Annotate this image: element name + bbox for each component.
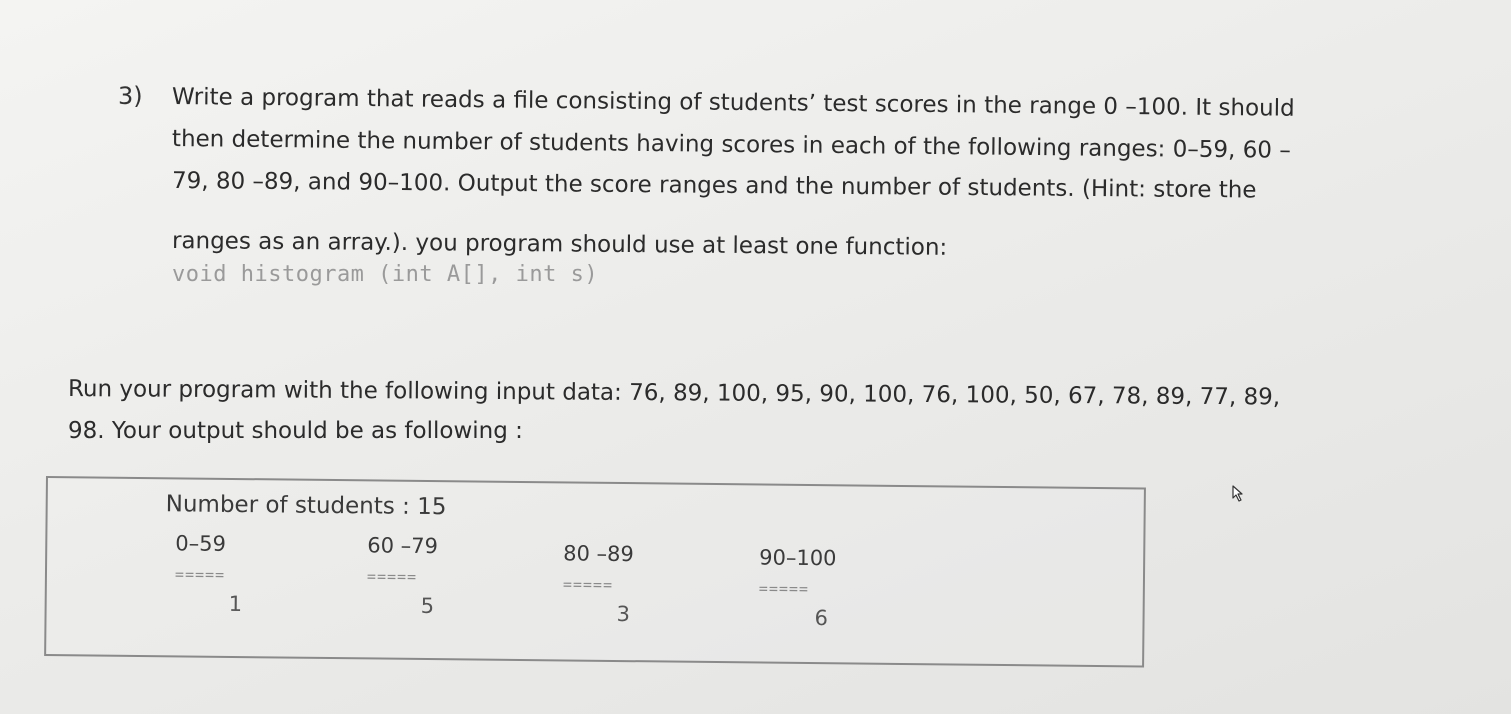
expected-output-box: [44, 476, 1146, 668]
separator: =====: [562, 575, 614, 594]
run-instructions-line-1: Run your program with the following input data: 76, 89, 100, 95, 90, 100, 76, 100, 50, 67, 78, 89, 77, 89,: [67, 376, 1281, 411]
question-line-3: 79, 80 –89, and 90–100. Output the score ranges and the number of students. (Hint: store the: [171, 168, 1257, 204]
run-instructions-line-2: 98. Your output should be as following :: [68, 418, 523, 444]
separator: =====: [174, 565, 226, 584]
range-label: 90–100: [759, 545, 837, 571]
student-count-label: Number of students : 15: [165, 491, 447, 521]
function-signature: void histogram (int A[], int s): [172, 262, 599, 287]
range-label: 60 –79: [367, 533, 439, 559]
separator: =====: [758, 579, 810, 598]
range-label: 80 –89: [563, 541, 634, 567]
range-column-60-79: [367, 533, 528, 619]
question-line-1: Write a program that reads a file consisting of students’ test scores in the range 0 –100. It should: [171, 84, 1295, 122]
range-count: 5: [420, 593, 435, 619]
range-count: 3: [616, 601, 631, 627]
range-column-90-100: [758, 545, 919, 631]
mouse-pointer-icon: [1230, 484, 1252, 506]
range-count: 1: [228, 591, 243, 617]
separator: =====: [366, 567, 418, 586]
range-column-0-59: [175, 531, 336, 617]
question-line-2: then determine the number of students having scores in each of the following ranges: 0–59, 60 –: [171, 126, 1291, 164]
question-number: 3): [118, 82, 143, 110]
range-column-80-89: [562, 541, 723, 627]
range-label: 0–59: [175, 531, 227, 556]
range-count: 6: [814, 606, 829, 631]
question-line-4: ranges as an array.). you program should use at least one function:: [171, 228, 948, 261]
